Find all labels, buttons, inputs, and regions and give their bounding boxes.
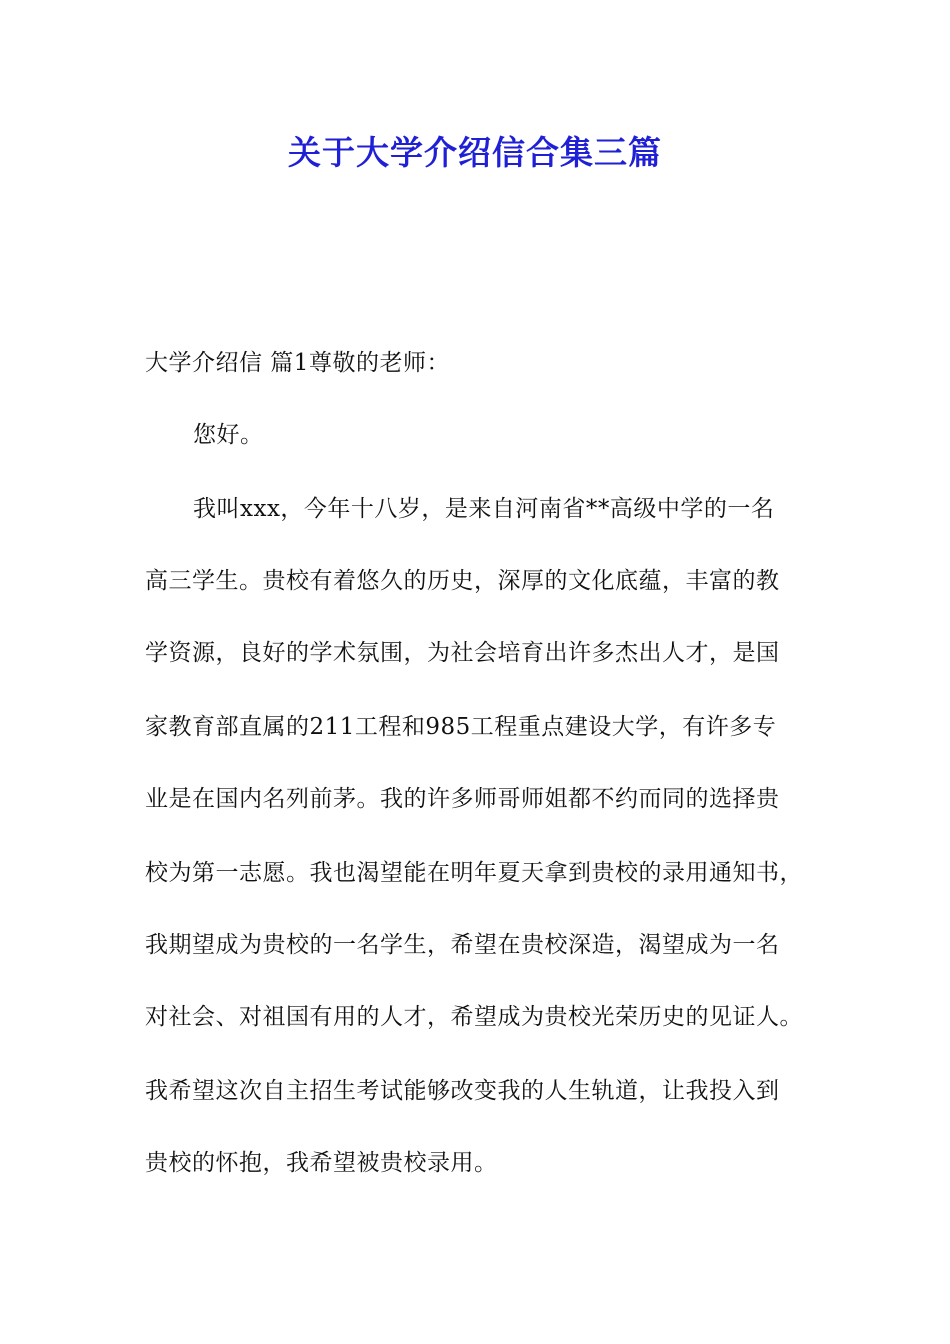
body-line-4: 家教育部直属的211工程和985工程重点建设大学，有许多专 — [145, 714, 777, 740]
greeting-line: 您好。 — [193, 422, 264, 448]
body-line-8: 对社会、对祖国有用的人才，希望成为贵校光荣历史的见证人。 — [145, 1004, 803, 1030]
body-line-2: 高三学生。贵校有着悠久的历史，深厚的文化底蕴，丰富的教 — [145, 568, 780, 594]
body-line-1: 我叫xxx，今年十八岁，是来自河南省**高级中学的一名 — [193, 496, 775, 522]
body-line-9: 我希望这次自主招生考试能够改变我的人生轨道，让我投入到 — [145, 1078, 780, 1104]
body-line-5: 业是在国内名列前茅。我的许多师哥师姐都不约而同的选择贵 — [145, 786, 780, 812]
body-line-10: 贵校的怀抱，我希望被贵校录用。 — [145, 1150, 498, 1176]
body-line-7: 我期望成为贵校的一名学生，希望在贵校深造，渴望成为一名 — [145, 932, 780, 958]
letter-heading-line: 大学介绍信 篇1尊敬的老师： — [145, 350, 450, 376]
body-line-3: 学资源，良好的学术氛围，为社会培育出许多杰出人才，是国 — [145, 640, 780, 666]
page-title: 关于大学介绍信合集三篇 — [288, 133, 662, 172]
body-line-6: 校为第一志愿。我也渴望能在明年夏天拿到贵校的录用通知书， — [145, 860, 803, 886]
